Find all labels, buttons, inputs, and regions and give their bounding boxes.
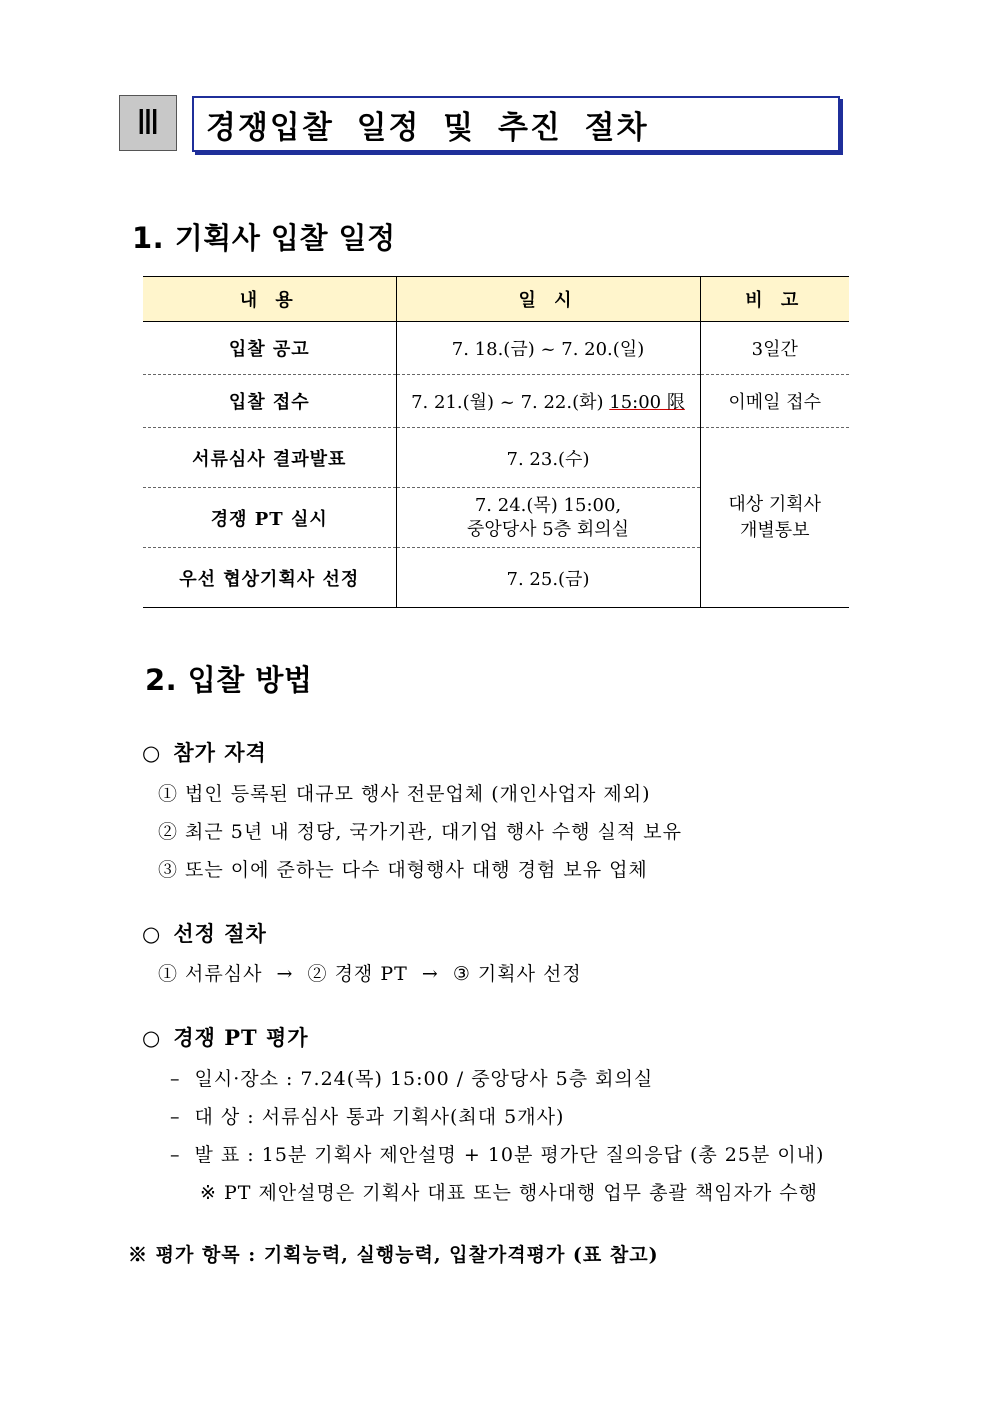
pt-eval-item xyxy=(170,1102,564,1129)
qualification-item: ① 법인 등록된 대규모 행사 전문업체 (개인사업자 제외) xyxy=(158,783,651,805)
evaluation-items-note: ※ 평가 항목 : 기획능력, 실행능력, 입찰가격평가 (표 참고) xyxy=(128,1244,659,1266)
section2-heading: 2. 입찰 방법 xyxy=(145,663,313,697)
row-date-range: 7. 21.(월) ~ 7. 22.(화) xyxy=(411,392,610,413)
table-row xyxy=(143,322,849,375)
table-row xyxy=(143,428,849,488)
row-note: 3일간 xyxy=(700,322,849,375)
row-content: 우선 협상기획사 선정 xyxy=(143,548,396,608)
column-header-date: 일 시 xyxy=(396,277,700,322)
dash-bullet: – xyxy=(170,1144,181,1166)
row-content: 입찰 공고 xyxy=(143,322,396,375)
column-header-content: 내 용 xyxy=(143,277,396,322)
row-content: 경쟁 PT 실시 xyxy=(143,488,396,548)
merged-note-line2: 개별통보 xyxy=(739,519,810,541)
pt-eval-item-text: 대 상 : 서류심사 통과 기획사(최대 5개사) xyxy=(194,1106,565,1128)
procedure-flow: ① 서류심사 → ② 경쟁 PT → ③ 기획사 선정 xyxy=(158,963,582,985)
row-note: 이메일 접수 xyxy=(700,375,849,428)
pt-eval-item-text: 일시·장소 : 7.24(목) 15:00 / 중앙당사 5층 회의실 xyxy=(194,1068,654,1090)
procedure-title: 선정 절차 xyxy=(173,921,267,946)
row-date xyxy=(396,375,700,428)
pt-eval-item-text: 발 표 : 15분 기획사 제안설명 + 10분 평가단 질의응답 (총 25분 이내) xyxy=(194,1144,825,1166)
column-header-note: 비 고 xyxy=(700,277,849,322)
qualification-title: 참가 자격 xyxy=(173,740,267,765)
procedure-heading xyxy=(142,918,267,948)
row-content: 서류심사 결과발표 xyxy=(143,428,396,488)
section1-heading: 1. 기획사 입찰 일정 xyxy=(132,221,396,255)
row-date: 7. 23.(수) xyxy=(396,428,700,488)
row-date-line2: 중앙당사 5층 회의실 xyxy=(467,518,629,540)
section-numeral: Ⅲ xyxy=(119,95,177,151)
pt-eval-heading xyxy=(142,1022,309,1052)
table-row xyxy=(143,375,849,428)
circle-bullet: ○ xyxy=(142,1026,162,1050)
row-date xyxy=(396,488,700,548)
qualification-heading xyxy=(142,737,267,767)
qualification-item: ② 최근 5년 내 정당, 국가기관, 대기업 행사 수행 실적 보유 xyxy=(158,821,682,843)
deadline-time: 15:00 限 xyxy=(609,392,685,413)
page-title xyxy=(192,96,840,152)
pt-eval-note: ※ PT 제안설명은 기획사 대표 또는 행사대행 업무 총괄 책임자가 수행 xyxy=(200,1182,818,1204)
row-date-line1: 7. 24.(목) 15:00, xyxy=(474,494,622,516)
dash-bullet: – xyxy=(170,1106,181,1128)
circle-bullet: ○ xyxy=(142,741,162,765)
dash-bullet: – xyxy=(170,1068,181,1090)
pt-eval-item xyxy=(170,1140,824,1167)
merged-note xyxy=(700,428,849,608)
qualification-item: ③ 또는 이에 준하는 다수 대형행사 대행 경험 보유 업체 xyxy=(158,859,648,881)
pt-eval-title: 경쟁 PT 평가 xyxy=(173,1025,309,1050)
row-date: 7. 18.(금) ~ 7. 20.(일) xyxy=(396,322,700,375)
page-title-text: 경쟁입찰 일정 및 추진 절차 xyxy=(206,109,649,146)
row-content: 입찰 접수 xyxy=(143,375,396,428)
circle-bullet: ○ xyxy=(142,922,162,946)
row-date: 7. 25.(금) xyxy=(396,548,700,608)
merged-note-line1: 대상 기획사 xyxy=(728,493,822,515)
table-header-row xyxy=(143,277,849,322)
bid-schedule-table xyxy=(143,276,849,608)
pt-eval-item xyxy=(170,1064,653,1091)
